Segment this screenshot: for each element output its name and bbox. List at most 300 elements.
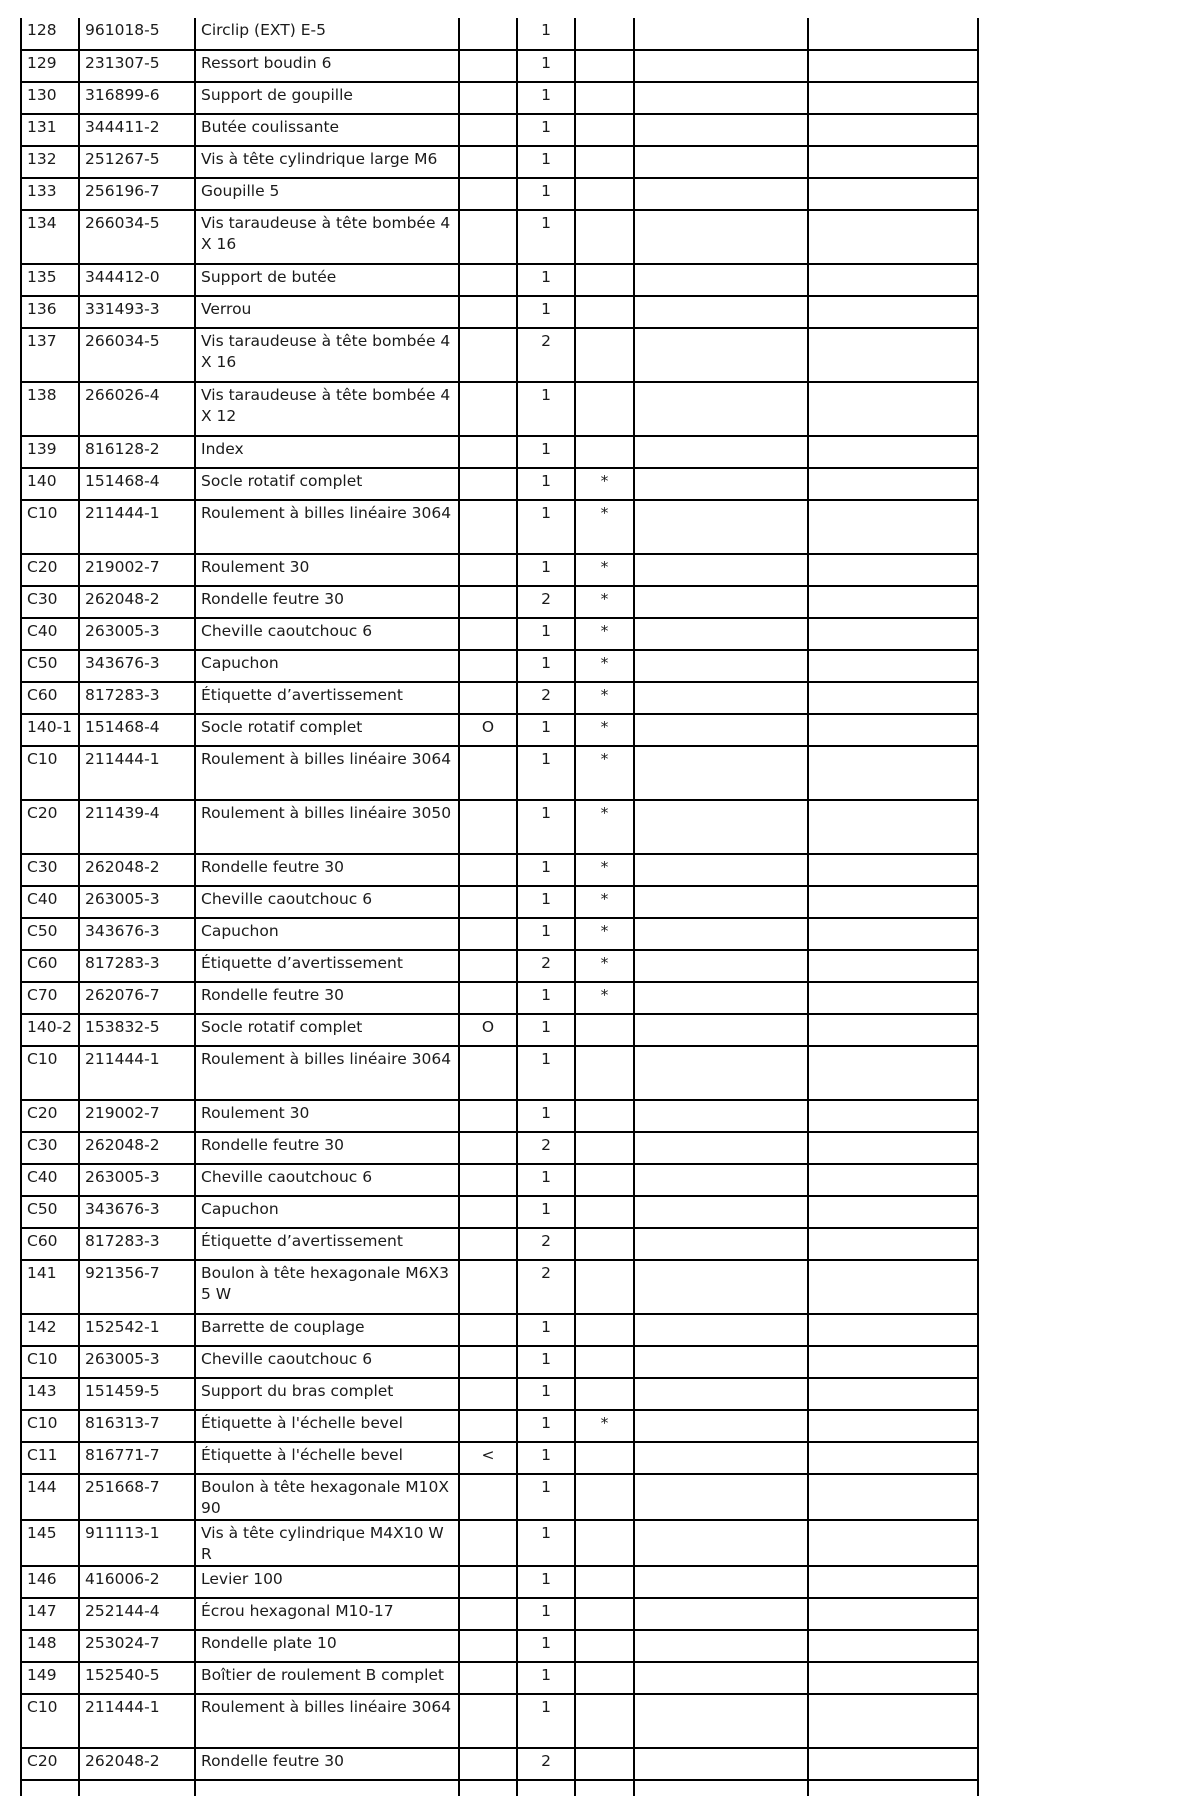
empty-cell xyxy=(634,500,808,554)
asterisk-mark-cell xyxy=(575,210,634,264)
table-row xyxy=(21,210,978,264)
option-mark-cell xyxy=(459,886,517,918)
item-number-cell: 140-2 xyxy=(21,1014,79,1046)
asterisk-mark-cell xyxy=(575,264,634,296)
part-number-cell: 151459-5 xyxy=(79,1378,195,1410)
part-number-cell: 263005-3 xyxy=(79,1346,195,1378)
part-number-cell: 211444-1 xyxy=(79,746,195,800)
item-number-cell: 128 xyxy=(21,18,79,50)
part-number-cell: 262048-2 xyxy=(79,854,195,886)
option-mark-cell xyxy=(459,296,517,328)
description-cell: Roulement 30 xyxy=(195,1100,459,1132)
asterisk-mark-cell xyxy=(575,178,634,210)
table-row xyxy=(21,982,978,1014)
table-row xyxy=(21,382,978,436)
part-number-cell: 256196-7 xyxy=(79,178,195,210)
option-mark-cell xyxy=(459,1260,517,1314)
item-number-cell: C10 xyxy=(21,1346,79,1378)
empty-cell xyxy=(634,586,808,618)
description-cell: Vis à tête cylindrique large M6 xyxy=(195,146,459,178)
item-number-cell: C20 xyxy=(21,1748,79,1780)
option-mark-cell xyxy=(459,982,517,1014)
empty-cell xyxy=(808,1520,978,1566)
item-number-cell: 139 xyxy=(21,436,79,468)
item-number-cell: C10 xyxy=(21,1046,79,1100)
table-row xyxy=(21,178,978,210)
option-mark-cell xyxy=(459,1694,517,1748)
asterisk-mark-cell: * xyxy=(575,918,634,950)
empty-cell xyxy=(808,1410,978,1442)
asterisk-mark-cell xyxy=(575,296,634,328)
asterisk-mark-cell xyxy=(575,1694,634,1748)
empty-cell xyxy=(808,210,978,264)
quantity-cell: 1 xyxy=(517,82,575,114)
quantity-cell: 2 xyxy=(517,328,575,382)
part-number-cell: 817283-3 xyxy=(79,1228,195,1260)
item-number-cell: C30 xyxy=(21,1132,79,1164)
item-number-cell: C60 xyxy=(21,682,79,714)
table-row xyxy=(21,650,978,682)
part-number-cell: 262048-2 xyxy=(79,586,195,618)
quantity-cell: 1 xyxy=(517,714,575,746)
table-row xyxy=(21,1196,978,1228)
table-row xyxy=(21,714,978,746)
part-number-cell: 251267-5 xyxy=(79,146,195,178)
empty-cell xyxy=(808,854,978,886)
description-cell: Support de goupille xyxy=(195,82,459,114)
option-mark-cell xyxy=(459,1164,517,1196)
empty-cell xyxy=(808,1662,978,1694)
part-number-cell: 921356-7 xyxy=(79,1260,195,1314)
description-cell: Butée coulissante xyxy=(195,114,459,146)
empty-cell xyxy=(634,1662,808,1694)
quantity-cell: 1 xyxy=(517,1474,575,1520)
empty-cell xyxy=(808,800,978,854)
empty-cell xyxy=(634,1442,808,1474)
description-cell: Socle rotatif complet xyxy=(195,714,459,746)
asterisk-mark-cell: * xyxy=(575,468,634,500)
option-mark-cell xyxy=(459,1630,517,1662)
asterisk-mark-cell xyxy=(575,1748,634,1780)
part-number-cell: 343676-3 xyxy=(79,1196,195,1228)
asterisk-mark-cell xyxy=(575,1196,634,1228)
asterisk-mark-cell xyxy=(575,1132,634,1164)
description-cell: Capuchon xyxy=(195,650,459,682)
description-cell: Boulon à tête hexagonale M6X35 W xyxy=(195,1260,459,1314)
option-mark-cell xyxy=(459,918,517,950)
quantity-cell: 1 xyxy=(517,1196,575,1228)
empty-cell xyxy=(808,982,978,1014)
part-number-cell: 816313-7 xyxy=(79,1410,195,1442)
option-mark-cell xyxy=(459,500,517,554)
table-row-continuation xyxy=(21,1780,978,1796)
part-number-cell: 152542-1 xyxy=(79,1314,195,1346)
quantity-cell: 2 xyxy=(517,1748,575,1780)
description-cell: Verrou xyxy=(195,296,459,328)
empty-cell xyxy=(808,1164,978,1196)
item-number-cell: 140 xyxy=(21,468,79,500)
item-number-cell: C20 xyxy=(21,800,79,854)
asterisk-mark-cell xyxy=(575,1378,634,1410)
quantity-cell: 1 xyxy=(517,296,575,328)
item-number-cell: C40 xyxy=(21,1164,79,1196)
item-number-cell: C50 xyxy=(21,650,79,682)
part-number-cell: 263005-3 xyxy=(79,886,195,918)
description-cell: Socle rotatif complet xyxy=(195,468,459,500)
option-mark-cell xyxy=(459,1046,517,1100)
quantity-cell: 1 xyxy=(517,1520,575,1566)
description-cell: Socle rotatif complet xyxy=(195,1014,459,1046)
table-row xyxy=(21,1598,978,1630)
quantity-cell: 1 xyxy=(517,1100,575,1132)
option-mark-cell xyxy=(459,1314,517,1346)
description-cell: Ressort boudin 6 xyxy=(195,50,459,82)
description-cell: Rondelle feutre 30 xyxy=(195,1748,459,1780)
asterisk-mark-cell: * xyxy=(575,650,634,682)
table-row xyxy=(21,82,978,114)
empty-cell xyxy=(808,1196,978,1228)
empty-cell xyxy=(808,1442,978,1474)
option-mark-cell xyxy=(459,1196,517,1228)
item-number-cell: 143 xyxy=(21,1378,79,1410)
item-number-cell: C50 xyxy=(21,1196,79,1228)
asterisk-mark-cell: * xyxy=(575,746,634,800)
empty-cell xyxy=(634,1748,808,1780)
empty-cell xyxy=(808,1014,978,1046)
part-number-cell: 211444-1 xyxy=(79,1694,195,1748)
quantity-cell: 1 xyxy=(517,1164,575,1196)
part-number-cell: 416006-2 xyxy=(79,1566,195,1598)
description-cell: Cheville caoutchouc 6 xyxy=(195,618,459,650)
empty-cell xyxy=(808,1346,978,1378)
empty-cell xyxy=(634,746,808,800)
option-mark-cell xyxy=(459,554,517,586)
description-cell: Étiquette à l'échelle bevel xyxy=(195,1410,459,1442)
table-row xyxy=(21,1100,978,1132)
asterisk-mark-cell: * xyxy=(575,586,634,618)
option-mark-cell xyxy=(459,50,517,82)
part-number-cell: 152540-5 xyxy=(79,1662,195,1694)
empty-cell xyxy=(808,618,978,650)
item-number-cell: 135 xyxy=(21,264,79,296)
item-number-cell: 138 xyxy=(21,382,79,436)
empty-cell xyxy=(634,382,808,436)
item-number-cell: 148 xyxy=(21,1630,79,1662)
option-mark-cell xyxy=(459,1346,517,1378)
option-mark-cell xyxy=(459,650,517,682)
quantity-cell: 1 xyxy=(517,1630,575,1662)
asterisk-mark-cell xyxy=(575,1474,634,1520)
empty-cell xyxy=(808,1598,978,1630)
option-mark-cell xyxy=(459,18,517,50)
part-number-cell: 816771-7 xyxy=(79,1442,195,1474)
empty-cell xyxy=(195,1780,459,1796)
table-row xyxy=(21,1748,978,1780)
description-cell: Étiquette à l'échelle bevel xyxy=(195,1442,459,1474)
part-number-cell: 262076-7 xyxy=(79,982,195,1014)
quantity-cell: 2 xyxy=(517,1132,575,1164)
item-number-cell: 129 xyxy=(21,50,79,82)
part-number-cell: 219002-7 xyxy=(79,554,195,586)
quantity-cell: 1 xyxy=(517,1694,575,1748)
quantity-cell: 1 xyxy=(517,1662,575,1694)
option-mark-cell xyxy=(459,1378,517,1410)
quantity-cell: 1 xyxy=(517,800,575,854)
description-cell: Rondelle feutre 30 xyxy=(195,854,459,886)
empty-cell xyxy=(634,468,808,500)
option-mark-cell xyxy=(459,1474,517,1520)
description-cell: Capuchon xyxy=(195,1196,459,1228)
quantity-cell: 1 xyxy=(517,382,575,436)
item-number-cell: C10 xyxy=(21,500,79,554)
asterisk-mark-cell xyxy=(575,382,634,436)
empty-cell xyxy=(634,1566,808,1598)
description-cell: Vis à tête cylindrique M4X10 WR xyxy=(195,1520,459,1566)
empty-cell xyxy=(634,854,808,886)
empty-cell xyxy=(808,1748,978,1780)
quantity-cell: 1 xyxy=(517,436,575,468)
description-cell: Cheville caoutchouc 6 xyxy=(195,886,459,918)
description-cell: Rondelle feutre 30 xyxy=(195,982,459,1014)
quantity-cell: 1 xyxy=(517,746,575,800)
table-row xyxy=(21,500,978,554)
description-cell: Vis taraudeuse à tête bombée 4X 16 xyxy=(195,328,459,382)
description-cell: Étiquette d’avertissement xyxy=(195,950,459,982)
empty-cell xyxy=(808,1378,978,1410)
part-number-cell: 251668-7 xyxy=(79,1474,195,1520)
empty-cell xyxy=(634,18,808,50)
empty-cell xyxy=(634,146,808,178)
empty-cell xyxy=(808,114,978,146)
table-row xyxy=(21,1662,978,1694)
item-number-cell: C60 xyxy=(21,1228,79,1260)
table-row xyxy=(21,1014,978,1046)
item-number-cell: C10 xyxy=(21,1694,79,1748)
empty-cell xyxy=(634,114,808,146)
quantity-cell: 1 xyxy=(517,50,575,82)
table-row xyxy=(21,618,978,650)
part-number-cell: 219002-7 xyxy=(79,1100,195,1132)
empty-cell xyxy=(517,1780,575,1796)
table-row xyxy=(21,468,978,500)
empty-cell xyxy=(808,1046,978,1100)
empty-cell xyxy=(634,1046,808,1100)
table-row xyxy=(21,1164,978,1196)
part-number-cell: 911113-1 xyxy=(79,1520,195,1566)
part-number-cell: 211444-1 xyxy=(79,500,195,554)
item-number-cell: C10 xyxy=(21,1410,79,1442)
table-row xyxy=(21,918,978,950)
quantity-cell: 1 xyxy=(517,1046,575,1100)
part-number-cell: 263005-3 xyxy=(79,1164,195,1196)
empty-cell xyxy=(808,178,978,210)
asterisk-mark-cell: * xyxy=(575,714,634,746)
table-row xyxy=(21,436,978,468)
table-row xyxy=(21,1046,978,1100)
asterisk-mark-cell: * xyxy=(575,618,634,650)
description-cell: Rondelle plate 10 xyxy=(195,1630,459,1662)
description-cell: Index xyxy=(195,436,459,468)
table-row xyxy=(21,296,978,328)
item-number-cell: C40 xyxy=(21,886,79,918)
table-row xyxy=(21,554,978,586)
asterisk-mark-cell xyxy=(575,1314,634,1346)
empty-cell xyxy=(634,1346,808,1378)
quantity-cell: 1 xyxy=(517,18,575,50)
empty-cell xyxy=(634,1694,808,1748)
empty-cell xyxy=(634,1228,808,1260)
option-mark-cell xyxy=(459,1662,517,1694)
table-row xyxy=(21,18,978,50)
description-cell: Vis taraudeuse à tête bombée 4X 12 xyxy=(195,382,459,436)
table-row xyxy=(21,1378,978,1410)
empty-cell xyxy=(808,918,978,950)
item-number-cell: C10 xyxy=(21,746,79,800)
table-row xyxy=(21,586,978,618)
empty-cell xyxy=(634,1378,808,1410)
option-mark-cell xyxy=(459,1566,517,1598)
empty-cell xyxy=(634,1520,808,1566)
part-number-cell: 262048-2 xyxy=(79,1748,195,1780)
parts-list-table xyxy=(20,18,979,1796)
asterisk-mark-cell xyxy=(575,1346,634,1378)
option-mark-cell xyxy=(459,854,517,886)
asterisk-mark-cell xyxy=(575,1046,634,1100)
description-cell: Support du bras complet xyxy=(195,1378,459,1410)
asterisk-mark-cell: * xyxy=(575,1410,634,1442)
item-number-cell: C60 xyxy=(21,950,79,982)
part-number-cell: 253024-7 xyxy=(79,1630,195,1662)
item-number-cell: C20 xyxy=(21,554,79,586)
quantity-cell: 1 xyxy=(517,1378,575,1410)
asterisk-mark-cell xyxy=(575,82,634,114)
asterisk-mark-cell: * xyxy=(575,854,634,886)
quantity-cell: 1 xyxy=(517,650,575,682)
empty-cell xyxy=(808,436,978,468)
part-number-cell: 266034-5 xyxy=(79,210,195,264)
empty-cell xyxy=(808,468,978,500)
empty-cell xyxy=(79,1780,195,1796)
option-mark-cell xyxy=(459,682,517,714)
part-number-cell: 316899-6 xyxy=(79,82,195,114)
table-row xyxy=(21,746,978,800)
empty-cell xyxy=(634,1410,808,1442)
asterisk-mark-cell xyxy=(575,1228,634,1260)
part-number-cell: 266026-4 xyxy=(79,382,195,436)
empty-cell xyxy=(634,714,808,746)
item-number-cell: 133 xyxy=(21,178,79,210)
quantity-cell: 1 xyxy=(517,618,575,650)
description-cell: Écrou hexagonal M10-17 xyxy=(195,1598,459,1630)
description-cell: Étiquette d’avertissement xyxy=(195,1228,459,1260)
empty-cell xyxy=(634,1314,808,1346)
option-mark-cell xyxy=(459,114,517,146)
empty-cell xyxy=(634,1474,808,1520)
item-number-cell: 140-1 xyxy=(21,714,79,746)
part-number-cell: 961018-5 xyxy=(79,18,195,50)
empty-cell xyxy=(808,82,978,114)
asterisk-mark-cell: * xyxy=(575,500,634,554)
part-number-cell: 151468-4 xyxy=(79,714,195,746)
description-cell: Roulement à billes linéaire 3064 xyxy=(195,1046,459,1100)
quantity-cell: 1 xyxy=(517,178,575,210)
quantity-cell: 1 xyxy=(517,982,575,1014)
empty-cell xyxy=(808,682,978,714)
description-cell: Roulement à billes linéaire 3050 xyxy=(195,800,459,854)
option-mark-cell xyxy=(459,950,517,982)
quantity-cell: 2 xyxy=(517,1228,575,1260)
asterisk-mark-cell: * xyxy=(575,886,634,918)
empty-cell xyxy=(808,586,978,618)
empty-cell xyxy=(634,950,808,982)
table-row xyxy=(21,114,978,146)
description-cell: Capuchon xyxy=(195,918,459,950)
description-cell: Rondelle feutre 30 xyxy=(195,586,459,618)
option-mark-cell xyxy=(459,618,517,650)
description-cell: Roulement à billes linéaire 3064 xyxy=(195,1694,459,1748)
quantity-cell: 1 xyxy=(517,1314,575,1346)
item-number-cell: 145 xyxy=(21,1520,79,1566)
option-mark-cell: O xyxy=(459,714,517,746)
asterisk-mark-cell xyxy=(575,18,634,50)
empty-cell xyxy=(634,210,808,264)
item-number-cell: C20 xyxy=(21,1100,79,1132)
option-mark-cell xyxy=(459,1132,517,1164)
quantity-cell: 1 xyxy=(517,1014,575,1046)
item-number-cell: C30 xyxy=(21,854,79,886)
empty-cell xyxy=(634,1014,808,1046)
asterisk-mark-cell: * xyxy=(575,950,634,982)
table-row xyxy=(21,1314,978,1346)
asterisk-mark-cell xyxy=(575,146,634,178)
quantity-cell: 1 xyxy=(517,468,575,500)
empty-cell xyxy=(808,382,978,436)
item-number-cell: 142 xyxy=(21,1314,79,1346)
part-number-cell: 252144-4 xyxy=(79,1598,195,1630)
option-mark-cell xyxy=(459,1520,517,1566)
description-cell: Étiquette d’avertissement xyxy=(195,682,459,714)
description-cell: Support de butée xyxy=(195,264,459,296)
option-mark-cell xyxy=(459,146,517,178)
empty-cell xyxy=(634,886,808,918)
item-number-cell: 130 xyxy=(21,82,79,114)
item-number-cell: C30 xyxy=(21,586,79,618)
empty-cell xyxy=(634,918,808,950)
empty-cell xyxy=(808,1100,978,1132)
empty-cell xyxy=(808,1260,978,1314)
part-number-cell: 211444-1 xyxy=(79,1046,195,1100)
option-mark-cell xyxy=(459,1410,517,1442)
option-mark-cell xyxy=(459,1100,517,1132)
empty-cell xyxy=(808,18,978,50)
empty-cell xyxy=(808,264,978,296)
item-number-cell: 144 xyxy=(21,1474,79,1520)
table-row xyxy=(21,50,978,82)
table-row xyxy=(21,950,978,982)
asterisk-mark-cell xyxy=(575,328,634,382)
description-cell: Levier 100 xyxy=(195,1566,459,1598)
option-mark-cell xyxy=(459,436,517,468)
description-cell: Vis taraudeuse à tête bombée 4X 16 xyxy=(195,210,459,264)
empty-cell xyxy=(634,1630,808,1662)
item-number-cell: 137 xyxy=(21,328,79,382)
asterisk-mark-cell xyxy=(575,1520,634,1566)
empty-cell xyxy=(634,1196,808,1228)
quantity-cell: 1 xyxy=(517,854,575,886)
empty-cell xyxy=(808,500,978,554)
empty-cell xyxy=(808,1694,978,1748)
empty-cell xyxy=(634,436,808,468)
